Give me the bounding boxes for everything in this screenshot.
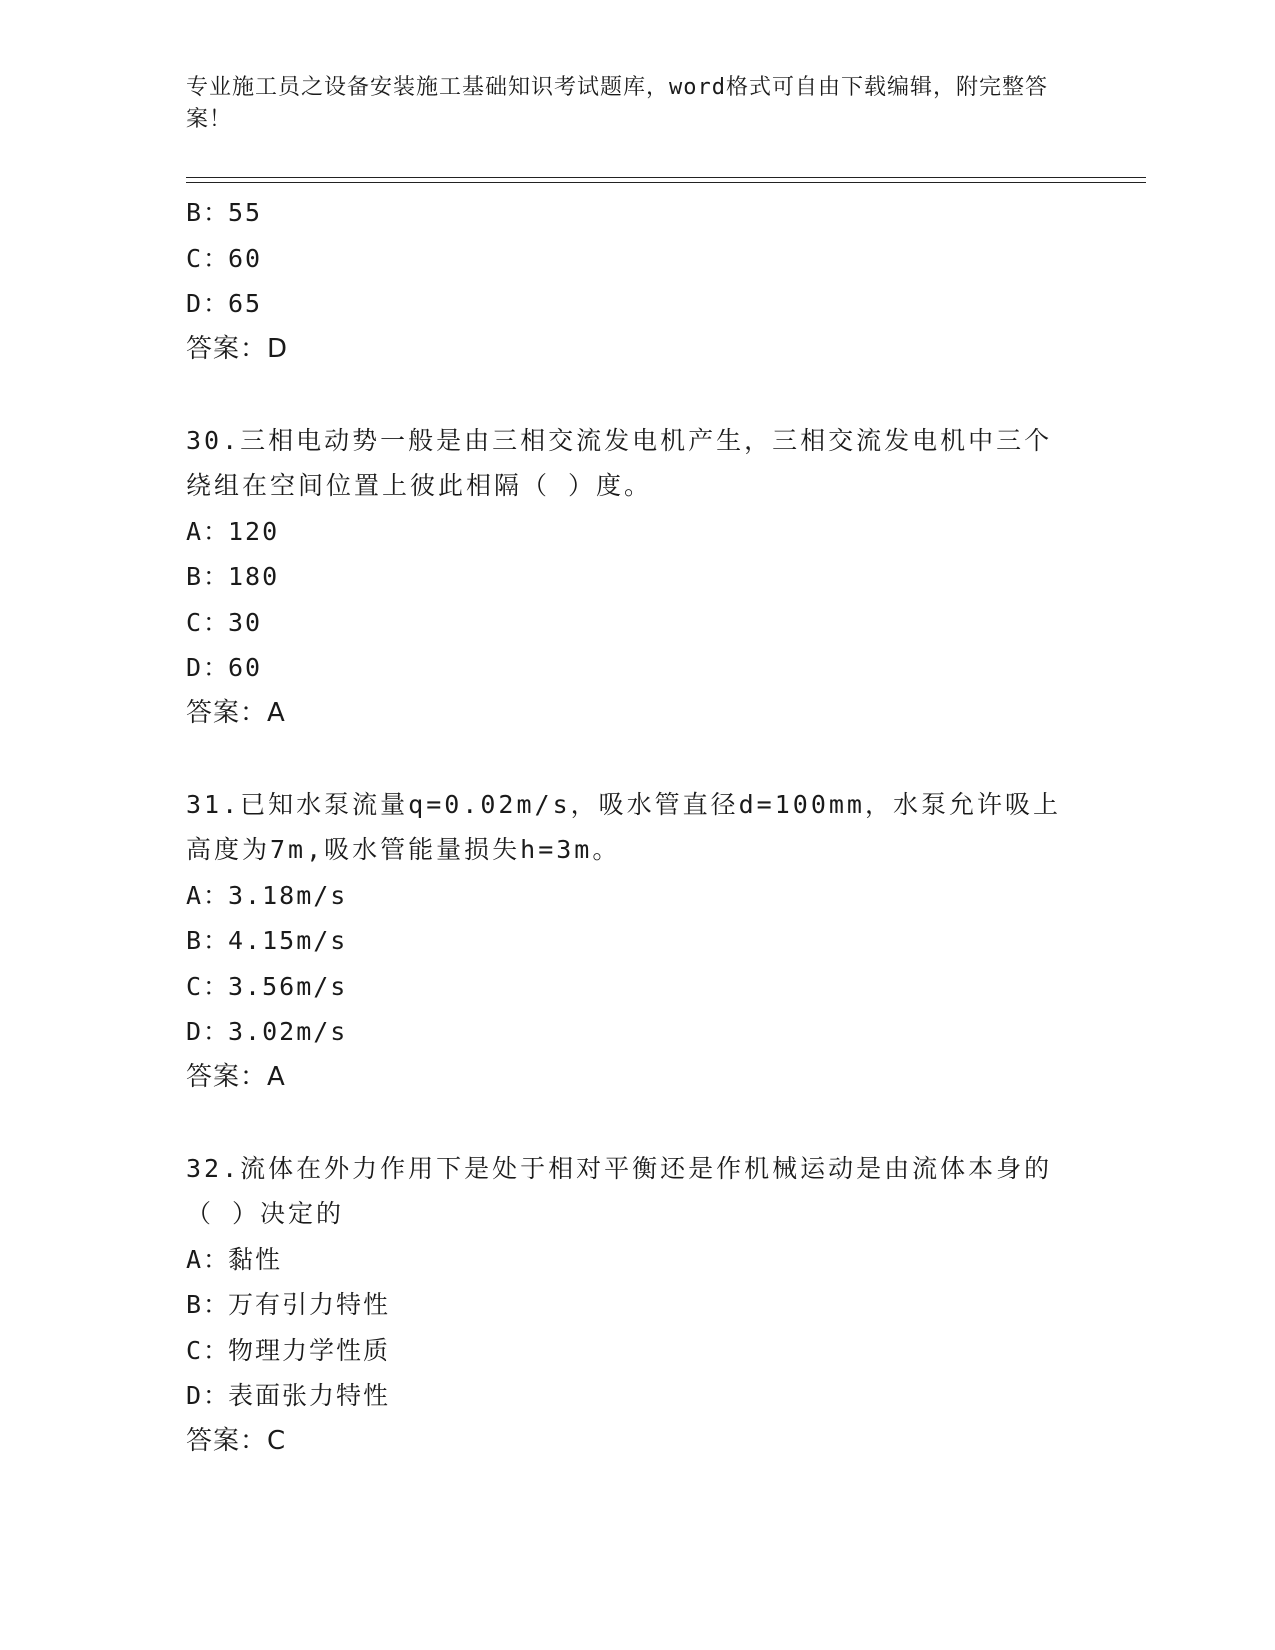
option-key: C： [186, 971, 231, 1001]
question-block [186, 1146, 1086, 1465]
option-item [186, 190, 1086, 236]
option-item [186, 1373, 1086, 1419]
option-item [186, 645, 1086, 691]
question-spacer [186, 1100, 1086, 1146]
answer-line: 答案：A [186, 697, 286, 728]
option-item [186, 281, 1086, 327]
option-text: 3.56m/s [228, 971, 348, 1001]
option-text: 表面张力特性 [228, 1381, 391, 1410]
option-text: 65 [228, 289, 263, 318]
option-text: 30 [228, 607, 263, 637]
answer-line: 答案：D [186, 333, 289, 364]
option-key: D： [186, 1017, 231, 1046]
question-text: 32.流体在外力作用下是处于相对平衡还是作机械运动是由流体本身的（ ）决定的 [186, 1153, 1053, 1228]
option-item [186, 873, 1086, 919]
option-key: D： [186, 653, 231, 682]
option-key: B： [186, 198, 231, 227]
document-header: 专业施工员之设备安装施工基础知识考试题库，word格式可自由下载编辑，附完整答案！ [186, 75, 1048, 132]
option-key: A： [186, 1244, 231, 1274]
option-key: B： [186, 562, 231, 591]
header-divider-bottom [186, 182, 1146, 183]
option-key: A： [186, 516, 231, 546]
option-item [186, 964, 1086, 1010]
option-text: 物理力学性质 [228, 1335, 391, 1365]
option-key: C： [186, 243, 231, 273]
option-item [186, 236, 1086, 282]
option-text: 60 [228, 243, 263, 273]
option-text: 3.18m/s [228, 880, 348, 910]
option-item [186, 1237, 1086, 1283]
question-text: 31.已知水泵流量q=0.02m/s，吸水管直径d=100mm，水泵允许吸上高度为7m,吸水管能量损失h=3m。 [186, 789, 1061, 864]
option-text: 60 [228, 653, 263, 682]
question-block [186, 418, 1086, 737]
option-item [186, 600, 1086, 646]
option-text: 黏性 [228, 1244, 283, 1274]
option-key: D： [186, 289, 231, 318]
question-list [186, 190, 1086, 1464]
option-key: C： [186, 1335, 231, 1365]
option-item [186, 509, 1086, 555]
option-item [186, 918, 1086, 964]
option-text: 120 [228, 516, 280, 546]
option-text: 180 [228, 562, 280, 591]
question-spacer [186, 372, 1086, 418]
option-text: 55 [228, 198, 263, 227]
answer-line: 答案：A [186, 1061, 286, 1092]
answer-line: 答案：C [186, 1425, 287, 1456]
question-spacer [186, 736, 1086, 782]
option-text: 万有引力特性 [228, 1290, 391, 1319]
header-divider-top [186, 177, 1146, 178]
option-key: D： [186, 1381, 231, 1410]
option-item [186, 554, 1086, 600]
option-item [186, 1009, 1086, 1055]
option-key: B： [186, 926, 231, 955]
option-item [186, 1328, 1086, 1374]
option-text: 4.15m/s [228, 926, 348, 955]
question-continuation [186, 190, 1086, 372]
option-key: C： [186, 607, 231, 637]
option-text: 3.02m/s [228, 1017, 348, 1046]
question-text: 30.三相电动势一般是由三相交流发电机产生，三相交流发电机中三个绕组在空间位置上彼此相隔（ ）度。 [186, 425, 1053, 500]
question-block [186, 782, 1086, 1101]
option-key: B： [186, 1290, 231, 1319]
option-item [186, 1282, 1086, 1328]
option-key: A： [186, 880, 231, 910]
